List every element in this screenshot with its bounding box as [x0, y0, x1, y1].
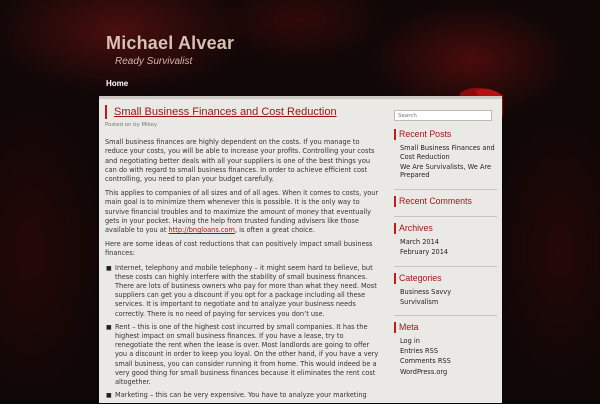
list-item-text: Rent – this is one of the highest cost incurred by small companies. It has the highest impact on small business finances. If you have a lease, try to renegotiate the rent when the lease is over. Most landlords are going to offer you a discount in order to keep you loyal. On the other hand, if you have a very small business, you can consider running it from home. This would indeed be a very good thing for small business finances because it eliminates the rent cost altogether.: [115, 322, 379, 387]
post-title-link[interactable]: Small Business Finances and Cost Reduction: [114, 106, 337, 118]
meta-link-login[interactable]: Log in: [400, 337, 420, 346]
post-paragraph-2: [105, 189, 382, 235]
divider: [394, 266, 497, 267]
archive-link[interactable]: March 2014: [400, 237, 439, 246]
widget-title: Recent Posts: [394, 129, 497, 140]
widget-title: Categories: [394, 273, 497, 284]
nav-item-home[interactable]: Home: [106, 79, 129, 88]
bullet-icon: ■: [106, 323, 112, 331]
site-header: [0, 0, 600, 95]
recent-post-link[interactable]: Small Business Finances and Cost Reduction: [400, 144, 495, 161]
post-content: [105, 105, 382, 404]
divider: [394, 216, 497, 217]
widget-title: Archives: [394, 223, 497, 234]
search-input[interactable]: [394, 110, 492, 121]
category-link[interactable]: Business Savvy: [400, 287, 452, 296]
archive-link[interactable]: February 2014: [400, 247, 449, 256]
site-title[interactable]: Michael Alvear: [106, 33, 235, 53]
widget-recent-comments: [394, 196, 497, 207]
post-paragraph-3: Here are some ideas of cost reductions that can positively impact small business finances:: [105, 240, 373, 258]
post-paragraph-2-tail: , is often a great choice.: [234, 226, 315, 235]
widget-title: Meta: [394, 322, 497, 333]
meta-link-wordpress[interactable]: WordPress.org: [400, 367, 448, 376]
list-item: [105, 264, 382, 319]
site-description: Ready Survivalist: [115, 56, 193, 67]
page-container: [99, 96, 502, 403]
list-item-text: Internet, telephony and mobile telephony – it might seem hard to believe, but these costs can highly interfere with the stability of small business finances. There are lots of business owners who pay for more than what they need. Most suppliers can get you a discount if you opt for a package including all these services. It is important to negotiate and to analyze your business needs correctly. There is no need of paying for services you don’t use.: [115, 263, 377, 318]
list-item-text: Marketing – this can be very expensive. You have to analyze your marketing: [115, 391, 367, 400]
divider: [394, 189, 497, 190]
widget-title: Recent Comments: [394, 196, 497, 207]
bullet-icon: ■: [106, 264, 112, 272]
meta-link-comments-rss[interactable]: Comments RSS: [400, 357, 451, 366]
widget-recent-posts: [394, 129, 497, 180]
sidebar: [394, 110, 497, 385]
recent-post-link[interactable]: We Are Survivalists, We Are Prepared: [400, 162, 491, 180]
main-nav: [100, 79, 500, 93]
meta-link-entries-rss[interactable]: Entries RSS: [400, 347, 439, 356]
widget-meta: [394, 322, 497, 376]
widget-categories: [394, 273, 497, 307]
bngloans-link[interactable]: http://bngloans.com: [168, 226, 235, 235]
list-item: [105, 391, 382, 400]
divider: [394, 315, 497, 316]
category-link[interactable]: Survivalism: [400, 297, 439, 306]
list-item: [105, 323, 382, 387]
cost-ideas-list: [105, 264, 382, 401]
widget-archives: [394, 223, 497, 257]
post-paragraph-1: Small business finances are highly dependent on the costs. If you manage to reduce your costs, you will be able to increase your profits. Controlling your costs and negotiating better deals with all your suppliers is one of the best things you can do with regard to small business finances. In order to achieve efficient cost controlling, you need to plan your budget carefully.: [105, 138, 375, 184]
post-meta: Posted on by Mikey: [105, 122, 158, 128]
post-paragraph-2-text: This applies to companies of all sizes and of all ages. When it comes to costs, your main goal is to minimize them whenever this is possible. It is the only way to survive financial troubles and to maximize the amount of money that eventually gets in your pocket. Having the help from trusted funding advisers like those available to you at: [105, 189, 379, 235]
bullet-icon: ■: [106, 392, 112, 400]
post-title-wrap: [105, 105, 382, 119]
